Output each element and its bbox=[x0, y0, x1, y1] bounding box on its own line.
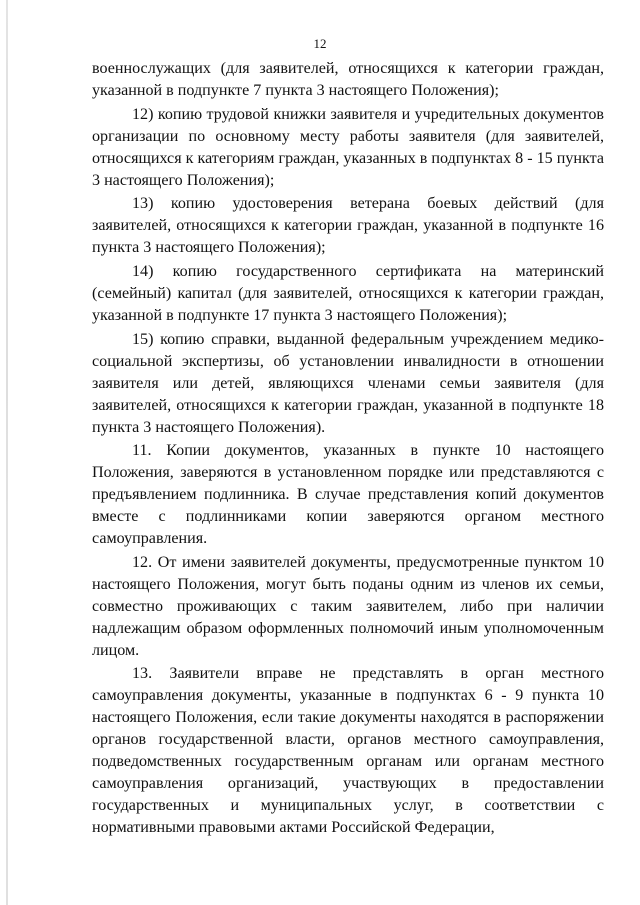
document-body bbox=[92, 58, 604, 839]
scan-binding-edge bbox=[6, 0, 8, 905]
paragraph-item-13: 13) копию удостоверения ветерана боевых действий (для заявителей, относящихся к категории граждан, указанной в подпункте 16 пункта 3 настоящего Положения); bbox=[92, 195, 604, 257]
paragraph-clause-13: 13. Заявители вправе не представлять в орган местного самоуправления документы, указанные в подпунктах 6 - 9 пункта 10 настоящего Положения, если такие документы находятся в распоряжении органов государственной власти, органов местного самоуправления, подведомственных государственным органам или органам местного самоуправления организаций, участвующих в предоставлении государственных и муниципальных услуг, в соответствии с нормативными правовыми актами Российской Федерации, bbox=[92, 665, 604, 836]
paragraph-continuation: военнослужащих (для заявителей, относящихся к категории граждан, указанной в подпункте 7 пункта 3 настоящего Положения); bbox=[92, 60, 604, 99]
page-number: 12 bbox=[313, 36, 327, 51]
paragraph-clause-12: 12. От имени заявителей документы, предусмотренные пунктом 10 настоящего Положения, могут быть поданы одним из членов их семьи, совместно проживающих с таким заявителем, либо при наличии надлежащим образом оформленных полномочий иным уполномоченным лицом. bbox=[92, 553, 604, 659]
paragraph-item-14: 14) копию государственного сертификата на материнский (семейный) капитал (для заявителей, относящихся к категории граждан, указанной в подпункте 17 пункта 3 настоящего Положения); bbox=[92, 263, 604, 324]
paragraph-item-15: 15) копию справки, выданной федеральным учреждением медико-социальной экспертизы, об установлении инвалидности в отношении заявителя или детей, являющихся членами семьи заявителя (для заявителей, относящихся к категории граждан, указанной в подпункте 18 пункта 3 настоящего Положения). bbox=[92, 330, 604, 436]
paragraph-clause-11: 11. Копии документов, указанных в пункте 10 настоящего Положения, заверяются в установленном порядке или представляются с предъявлением подлинника. В случае представления копий документов вместе с подлинниками копии заверяются органом местного самоуправления. bbox=[92, 442, 604, 548]
paragraph-item-12: 12) копию трудовой книжки заявителя и учредительных документов организации по основному месту работы заявителя (для заявителей, относящихся к категориям граждан, указанных в подпунктах 8 - 15 пункта 3 настоящего Положения); bbox=[92, 105, 604, 189]
